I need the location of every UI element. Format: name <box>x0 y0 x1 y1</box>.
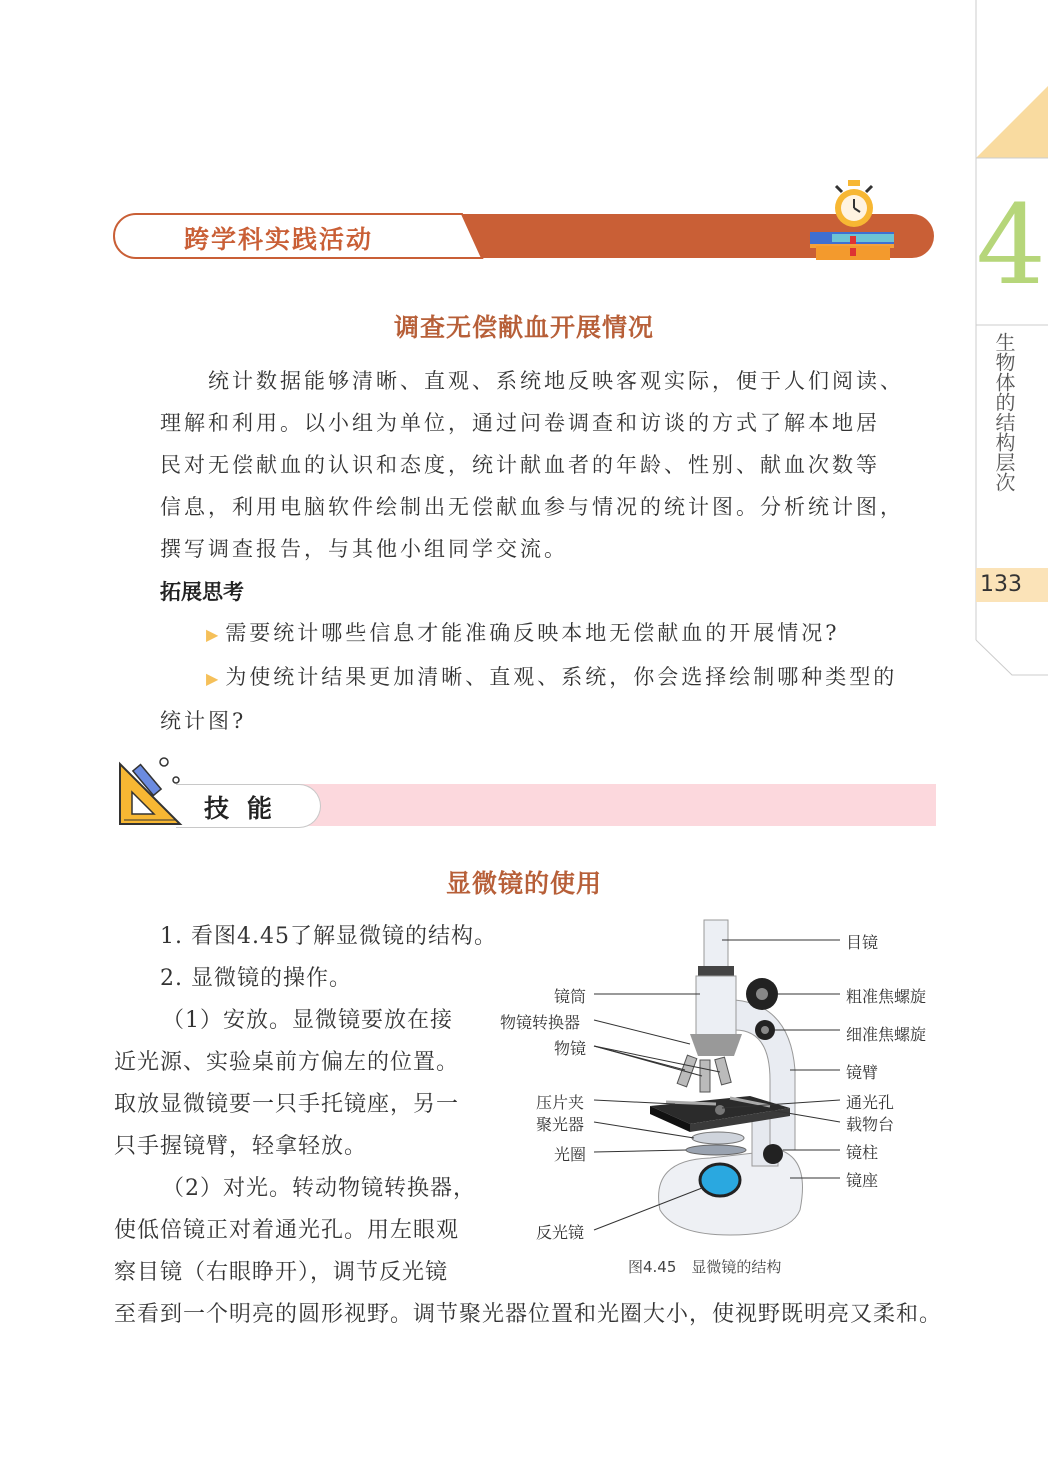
microscope-section-title: 显微镜的使用 <box>445 869 602 898</box>
arrow-right-icon: ▶ <box>206 669 222 688</box>
arrow-right-icon: ▶ <box>206 625 222 644</box>
ruler-pencil-icon <box>116 756 186 828</box>
chapter-title: 生物体的结构层次 <box>992 332 1016 492</box>
label-base: 镜座 <box>846 1171 879 1190</box>
label-nosepiece: 物镜转换器 <box>500 1013 581 1032</box>
step-2: 2. 显微镜的操作。 <box>160 966 352 991</box>
page-number: 133 <box>980 572 1022 597</box>
step-line: 取放显微镜要一只手托镜座，另一 <box>114 1092 460 1117</box>
skills-label: 技能 <box>204 794 291 823</box>
extension-questions <box>160 612 920 742</box>
label-eyepiece: 目镜 <box>846 933 879 952</box>
figure-caption: 图4.45 显微镜的结构 <box>628 1258 782 1276</box>
step-line: 近光源、实验桌前方偏左的位置。 <box>114 1050 460 1075</box>
label-tube: 镜筒 <box>554 987 587 1006</box>
step-line: 使低倍镜正对着通光孔。用左眼观 <box>114 1218 460 1243</box>
microscope-figure <box>490 910 950 1250</box>
label-mirror: 反光镜 <box>536 1223 585 1242</box>
survey-line: 理解和利用。以小组为单位，通过问卷调查和访谈的方式了解本地居 <box>160 411 880 435</box>
extension-heading: 拓展思考 <box>160 580 244 604</box>
label-pillar: 镜柱 <box>846 1143 879 1162</box>
label-objective: 物镜 <box>554 1039 587 1058</box>
step-last-line: 至看到一个明亮的圆形视野。调节聚光器位置和光圈大小，使视野既明亮又柔和。 <box>114 1302 943 1327</box>
label-stage: 载物台 <box>846 1115 895 1134</box>
step-line: 只手握镜臂，轻拿轻放。 <box>114 1134 368 1159</box>
label-aperture: 通光孔 <box>846 1093 895 1112</box>
survey-line: 信息，利用电脑软件绘制出无偿献血参与情况的统计图。分析统计图， <box>160 495 904 519</box>
extension-question-2: 为使统计结果更加清晰、直观、系统，你会选择绘制哪种类型的 <box>225 665 898 689</box>
label-condenser: 聚光器 <box>536 1115 585 1134</box>
extension-question-1: 需要统计哪些信息才能准确反映本地无偿献血的开展情况? <box>225 621 840 645</box>
chapter-number: 4 <box>976 181 1046 309</box>
step-line: 察目镜（右眼睁开），调节反光镜 <box>114 1260 449 1285</box>
extension-question-2-cont: 统计图? <box>160 709 247 733</box>
steps-paragraph <box>114 1000 484 1294</box>
survey-line: 民对无偿献血的认识和态度，统计献血者的年龄、性别、献血次数等 <box>160 453 880 477</box>
label-stage-clip: 压片夹 <box>536 1093 585 1112</box>
activity-banner-title: 跨学科实践活动 <box>184 225 374 254</box>
label-arm: 镜臂 <box>846 1063 879 1082</box>
survey-line: 统计数据能够清晰、直观、系统地反映客观实际，便于人们阅读、 <box>208 369 904 393</box>
survey-title: 调查无偿献血开展情况 <box>393 313 654 342</box>
label-diaphragm: 光圈 <box>554 1145 587 1164</box>
survey-paragraph <box>160 360 920 570</box>
label-coarse-focus: 粗准焦螺旋 <box>846 987 927 1006</box>
step-line: （2）对光。转动物镜转换器， <box>162 1176 476 1201</box>
step-1: 1. 看图4.45了解显微镜的结构。 <box>160 924 497 949</box>
survey-line: 撰写调查报告，与其他小组同学交流。 <box>160 537 568 561</box>
label-fine-focus: 细准焦螺旋 <box>846 1025 927 1044</box>
step-line: （1）安放。显微镜要放在接 <box>162 1008 453 1033</box>
